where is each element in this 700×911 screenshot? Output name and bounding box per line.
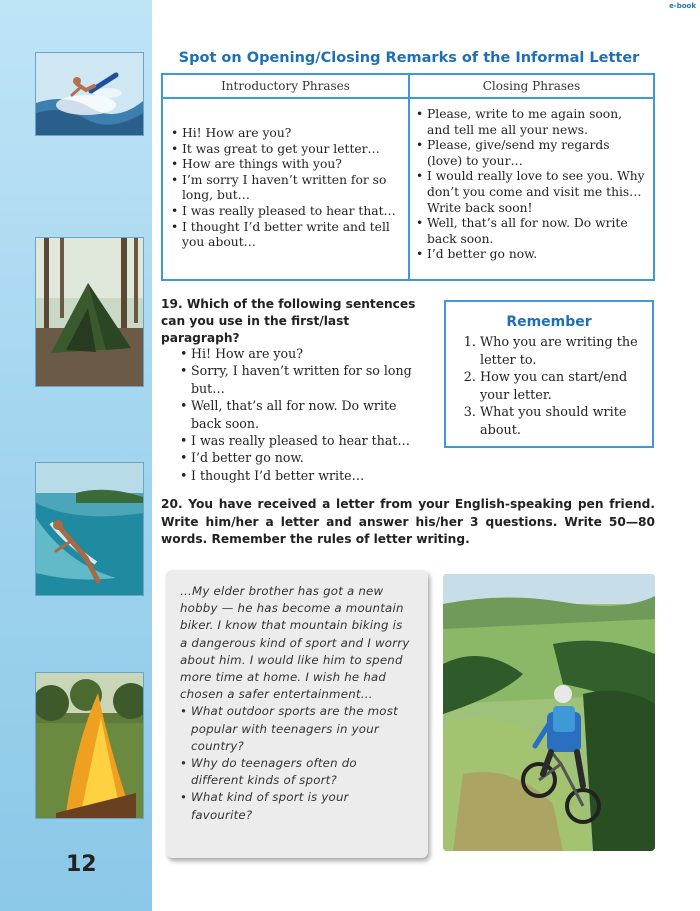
list-item: • Sorry, I haven’t written for so long but… <box>180 362 430 397</box>
list-item: • What kind of sport is your favourite? <box>180 789 410 823</box>
closing-column <box>410 75 653 279</box>
phrases-table <box>161 73 655 281</box>
letter-card <box>166 570 428 858</box>
photo-surfer-wave <box>35 462 144 596</box>
list-item: • Please, write to me again soon, and tell me all your news. <box>416 107 647 138</box>
list-item: • Why do teenagers often do different kinds of sport? <box>180 755 410 789</box>
section-title: Spot on Opening/Closing Remarks of the Informal Letter <box>178 50 640 66</box>
list-item: • Hi! How are you? <box>171 126 400 142</box>
closing-list <box>410 99 653 263</box>
exercise-19-question: 19. Which of the following sentences can you use in the first/last paragraph? <box>161 297 416 345</box>
list-item: 3. What you should write about. <box>480 404 642 439</box>
letter-questions <box>180 703 410 823</box>
list-item: • I thought I’d better write… <box>180 467 430 484</box>
remember-list <box>446 334 652 439</box>
exercise-20-task: 20. You have received a letter from your English-speaking pen friend. Write him/her a letter and answer his/her 3 questions. Write 50—80 words. Remember the rules of letter writing. <box>161 497 655 546</box>
photo-tent-camping <box>35 237 144 387</box>
list-item: • I’d better go now. <box>180 449 430 466</box>
list-item: • Well, that’s all for now. Do write back soon. <box>416 216 647 247</box>
list-item: • I was really pleased to hear that… <box>180 432 430 449</box>
remember-title: Remember <box>506 314 592 330</box>
closing-header: Closing Phrases <box>410 75 653 99</box>
list-item: • It was great to get your letter… <box>171 142 400 158</box>
list-item: • Please, give/send my regards (love) to your… <box>416 138 647 169</box>
introductory-column <box>163 75 410 279</box>
list-item: 1. Who you are writing the letter to. <box>480 334 642 369</box>
ebook-logo: e-book <box>669 2 696 10</box>
photo-campfire <box>35 672 144 819</box>
letter-body: …My elder brother has got a new hobby — he has become a mountain biker. I know that mountain biking is a dangerous kind of sport and I worry about him. I would like him to spend more time at home. I wish he had chosen a safer entertainment… <box>180 584 410 702</box>
list-item: • Well, that’s all for now. Do write back soon. <box>180 397 430 432</box>
letter-text <box>180 583 410 824</box>
list-item: • How are things with you? <box>171 157 400 173</box>
introductory-header: Introductory Phrases <box>163 75 408 99</box>
list-item: • What outdoor sports are the most popular with teenagers in your country? <box>180 703 410 755</box>
list-item: • I thought I’d better write and tell you about… <box>171 220 400 251</box>
list-item: • I would really love to see you. Why don’t you come and visit me this… Write back soon! <box>416 169 647 216</box>
list-item: • I’m sorry I haven’t written for so long, but… <box>171 173 400 204</box>
list-item: 2. How you can start/end your letter. <box>480 369 642 404</box>
exercise-19-list <box>180 345 430 484</box>
page-number: 12 <box>66 852 97 877</box>
list-item: • I was really pleased to hear that… <box>171 204 400 220</box>
list-item: • I’d better go now. <box>416 247 647 263</box>
photo-mountain-biker <box>443 574 655 851</box>
photo-surfer-jump <box>35 52 144 136</box>
list-item: • Hi! How are you? <box>180 345 430 362</box>
introductory-list <box>163 99 408 251</box>
remember-box <box>444 300 654 448</box>
